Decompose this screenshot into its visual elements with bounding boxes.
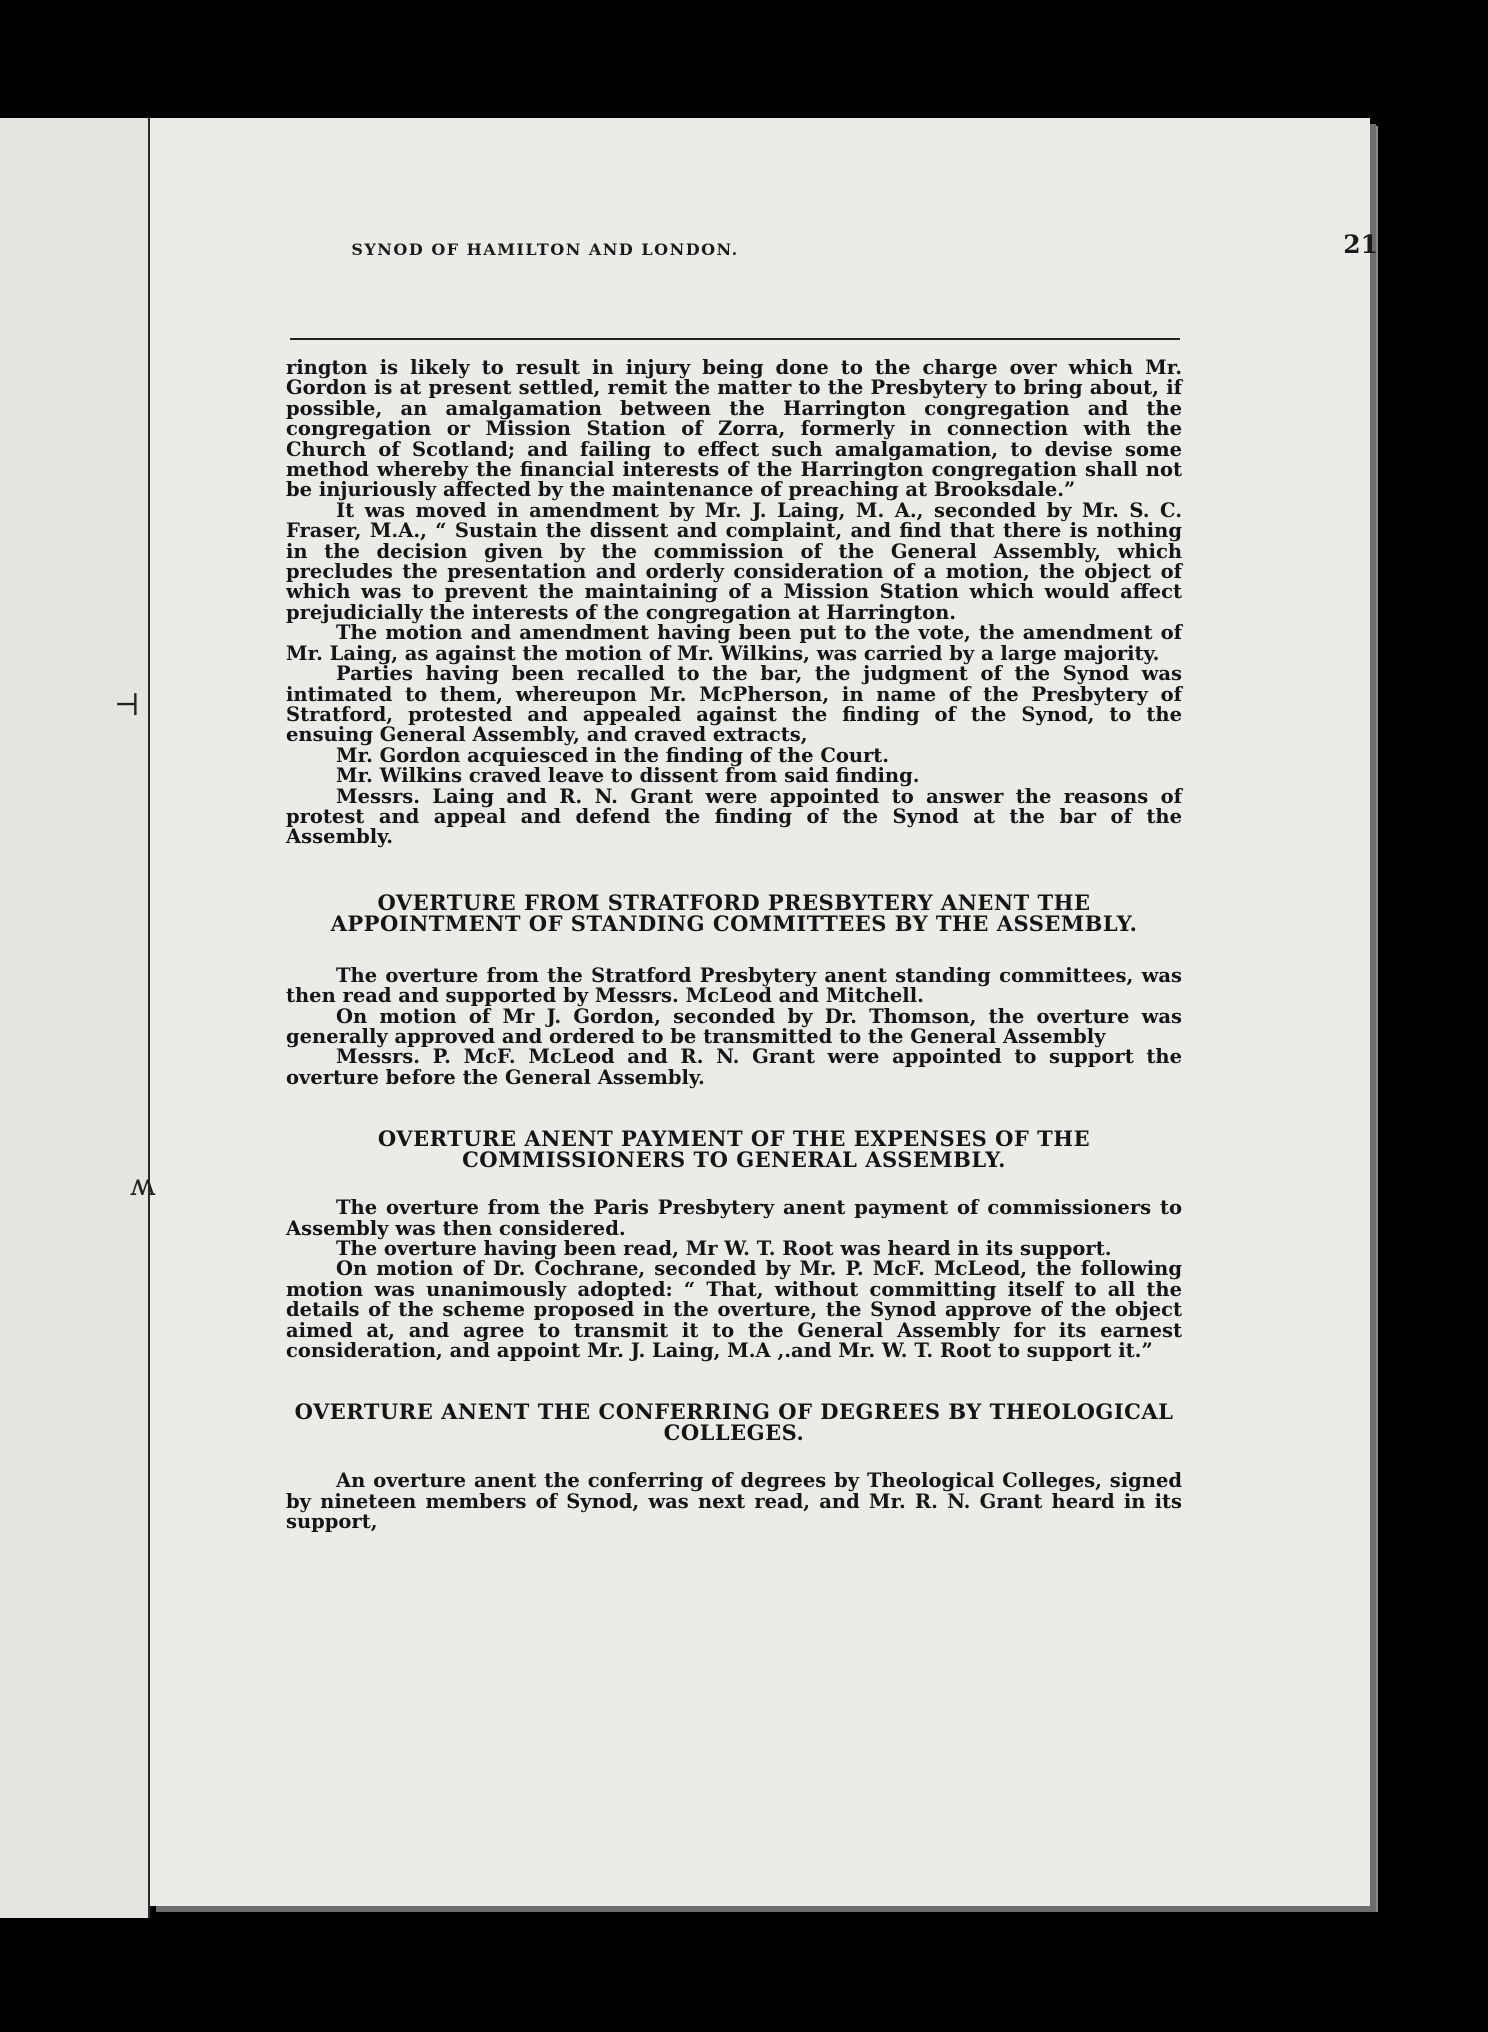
paragraph: The overture having been read, Mr W. T. Root was heard in its support. (336, 1237, 1112, 1260)
paragraph: It was moved in amendment by Mr. J. Laing, M. A., seconded by Mr. S. C. Fraser, M.A., “ Sustain the dissent and complaint, and find that there is nothing in the decision given by the commission of the General Assembly, which precludes the presentation and orderly consideration of a motion, the object of which was to prevent the maintaining of a Mission Station which would affect prejudicially the interests of the congregation at Harrington. (286, 498, 1182, 624)
pencil-mark: ⊣ (114, 688, 140, 723)
paragraph: Parties having been recalled to the bar, the judgment of the Synod was intimated to them, whereupon Mr. McPherson, in name of the Presbytery of Stratford, protested and appealed against the finding of the Synod, to the ensuing General Assembly, and craved extracts, (286, 662, 1182, 747)
paragraph: Messrs. P. McF. McLeod and R. N. Grant were appointed to support the overture before the General Assembly. (286, 1045, 1182, 1089)
paragraph: Mr. Gordon acquiesced in the finding of the Court. (336, 743, 890, 767)
paragraph: On motion of Mr J. Gordon, seconded by Dr. Thomson, the overture was generally approved and ordered to be transmitted to the General Assembly (286, 1004, 1182, 1048)
paragraph: On motion of Dr. Cochrane, seconded by Mr. P. McF. McLeod, the following motion was unanimously adopted: “ That, without committing itself to all the details of the scheme proposed in the overture, the Synod approve of the object aimed at, and agree to transmit it to the General Assembly for its earnest consideration, and appoint Mr. J. Laing, M.A ,.and Mr. W. T. Root to support it.” (286, 1257, 1182, 1363)
document-page (114, 118, 1378, 1906)
header-rule (290, 338, 1180, 340)
paragraph: rington is likely to result in injury being done to the charge over which Mr. Gordon is at present settled, remit the matter to the Presbytery to bring about, if possible, an amalgamation between the Harrington congregation and the congregation or Mission Station of Zorra, formerly in connection with the Church of Scotland; and failing to effect such amalgamation, to devise some method whereby the financial interests of the Harrington congregation shall not be injuriously affected by the maintenance of preaching at Brooksdale.” (286, 356, 1182, 502)
section-heading: OVERTURE ANENT THE CONFERRING OF DEGREES BY THEOLOGICAL COLLEGES. (294, 1399, 1174, 1446)
pencil-mark: ʍ (130, 1168, 156, 1203)
paragraph: The overture from the Paris Presbytery anent payment of commissioners to Assembly was then considered. (286, 1196, 1182, 1240)
paragraph: The motion and amendment having been put to the vote, the amendment of Mr. Laing, as against the motion of Mr. Wilkins, was carried by a large majority. (286, 621, 1182, 665)
paragraph: The overture from the Stratford Presbytery anent standing committees, was then read and supported by Messrs. McLeod and Mitchell. (286, 963, 1182, 1008)
paragraph: Messrs. Laing and R. N. Grant were appointed to answer the reasons of protest and appeal and defend the finding of the Synod at the bar of the Assembly. (286, 784, 1182, 849)
facing-page (0, 118, 150, 1918)
paragraph: Mr. Wilkins craved leave to dissent from said finding. (336, 764, 920, 788)
section-heading: OVERTURE FROM STRATFORD PRESBYTERY ANENT THE APPOINTMENT OF STANDING COMMITTEES BY THE ASSEMBLY. (330, 889, 1138, 936)
running-title: SYNOD OF HAMILTON AND LONDON. (351, 240, 739, 259)
page-edge (1370, 126, 1378, 1912)
page-body (286, 358, 1182, 1533)
section-heading: OVERTURE ANENT PAYMENT OF THE EXPENSES OF THE COMMISSIONERS TO GENERAL ASSEMBLY. (377, 1126, 1091, 1173)
page-number: 21 (1343, 230, 1378, 259)
paragraph: An overture anent the conferring of degrees by Theological Colleges, signed by nineteen members of Synod, was next read, and Mr. R. N. Grant heard in its support, (286, 1469, 1182, 1534)
